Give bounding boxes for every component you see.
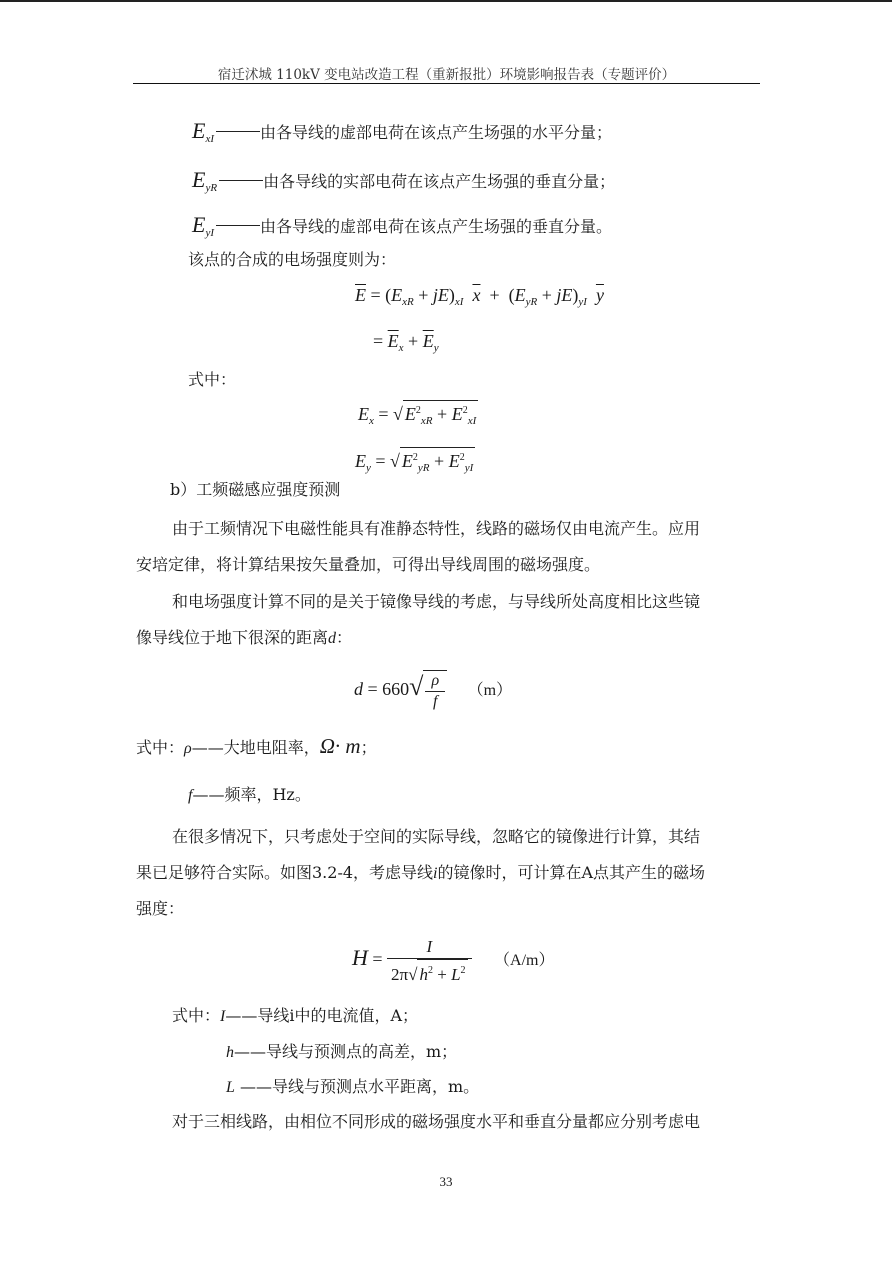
distance-definition: L ——导线与预测点水平距离，m。 <box>226 1077 480 1096</box>
definition-eyi <box>192 212 613 243</box>
paragraph-3-line-2: 果已足够符合实际。如图3.2-4，考虑导线i的镜像时，可计算在A点其产生的磁场 <box>136 863 706 882</box>
paragraph-3-line-1: 在很多情况下，只考虑处于空间的实际导线，忽略它的镜像进行计算，其结 <box>172 827 701 846</box>
last-paragraph-line: 对于三相线路，由相位不同形成的磁场强度水平和垂直分量都应分别考虑电 <box>172 1112 701 1131</box>
paragraph-3-line-3: 强度： <box>136 899 185 918</box>
symbol-e: E <box>192 118 206 143</box>
dash-line <box>219 180 263 181</box>
current-definition: 式中：I——导线i中的电流值，A； <box>172 1006 419 1025</box>
dash-line <box>216 225 260 226</box>
formula-h: H = $\frac{I}{2\pi√ h^2 + L^2}$ （A/m） <box>352 936 555 984</box>
formula-ex: $E_x$ = √ $E^2_{xR} + E^2_{xI}$ <box>358 400 478 431</box>
subscript: yR <box>205 182 218 194</box>
combined-field-intro: 该点的合成的电场强度则为： <box>188 250 397 269</box>
height-definition: h——导线与预测点的高差，m； <box>226 1042 458 1061</box>
definition-text: 由各导线的实部电荷在该点产生场强的垂直分量； <box>263 172 616 191</box>
rho-definition: 式中：ρ——大地电阻率，Ω· m； <box>136 734 377 758</box>
vector-e: $\overline{E}$ <box>355 285 366 305</box>
paragraph-2-line-1: 和电场强度计算不同的是关于镜像导线的考虑，与导线所处高度相比这些镜 <box>172 592 701 611</box>
subscript: xI <box>205 133 214 145</box>
formula-e-vector: $\overline{E} = (E_{xR} + jE)_{xI}$ $\overline{x} + (E_{yR} + jE)_{yI}$ $\overline{y}$ <box>355 285 604 308</box>
where-label-1: 式中： <box>188 370 237 389</box>
paragraph-1-line-1: 由于工频情况下电磁性能具有准静态特性，线路的磁场仅由电流产生。应用 <box>172 519 701 538</box>
paragraph-1-line-2: 安培定律，将计算结果按矢量叠加，可得出导线周围的磁场强度。 <box>136 555 601 574</box>
definition-text: 由各导线的虚部电荷在该点产生场强的垂直分量。 <box>260 217 613 236</box>
paragraph-2-line-2: 像导线位于地下很深的距离d： <box>136 628 353 647</box>
symbol-e: E <box>192 212 206 237</box>
unit-meter: （m） <box>467 682 513 699</box>
formula-d: d = 660√ $\frac{\rho}{f}$ （m） <box>354 671 513 710</box>
f-definition: f——频率，Hz。 <box>188 785 311 804</box>
definition-text: 由各导线的虚部电荷在该点产生场强的水平分量； <box>260 123 613 142</box>
page-top-border <box>0 0 892 2</box>
section-b-heading: b）工频磁感应强度预测 <box>170 480 341 499</box>
page-header: 宿迁沭城 110kV 变电站改造工程（重新报批）环境影响报告表（专题评价） <box>217 67 676 83</box>
dash-line <box>216 131 260 132</box>
formula-ey: $E_y$ = √ $E^2_{yR} + E^2_{yI}$ <box>355 447 475 478</box>
symbol-e: E <box>192 167 206 192</box>
definition-exi <box>192 118 613 149</box>
page-number: 33 <box>439 1174 453 1189</box>
header-rule <box>133 83 760 84</box>
unit-a-per-m: （A/m） <box>494 952 555 969</box>
definition-eyr <box>192 167 616 198</box>
subscript: yI <box>205 227 214 239</box>
formula-e-sum: = $\overline{E}_x + \overline{E}_y$ <box>373 331 439 354</box>
